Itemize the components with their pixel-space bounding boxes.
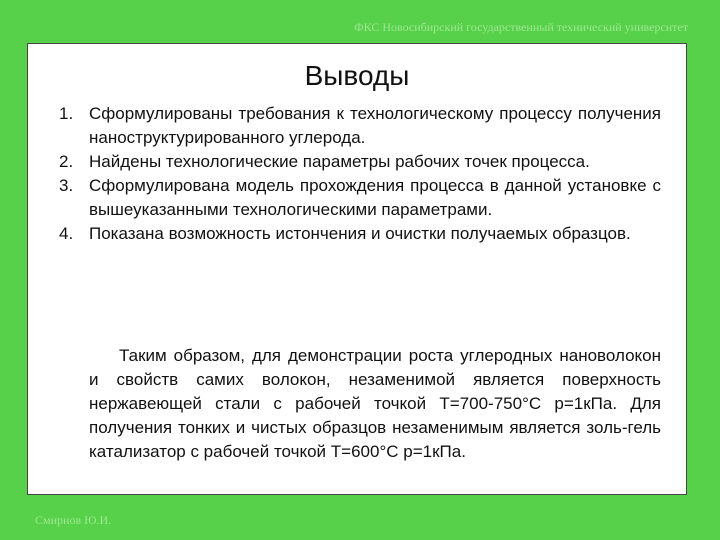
- list-item-text: Показана возможность истончения и очистки получаемых образцов.: [89, 224, 631, 243]
- list-item: [59, 222, 661, 246]
- list-item-text: Сформулирована модель прохождения процесса в данной установке с вышеуказанными технологическими параметрами.: [89, 176, 661, 219]
- slide-title: Выводы: [304, 60, 410, 91]
- header-text: ФКС Новосибирский государственный технический университет: [354, 20, 688, 34]
- list-item-text: Найдены технологические параметры рабочих точек процесса.: [89, 152, 590, 171]
- slide-panel: [27, 43, 687, 495]
- list-item-number: 1.: [59, 104, 74, 123]
- list-item-text: Сформулированы требования к технологическому процессу получения наноструктурированного углерода.: [89, 104, 661, 147]
- footer-author: Смирнов Ю.И.: [35, 513, 112, 527]
- list-item-number: 3.: [59, 176, 74, 195]
- list-item: [59, 174, 661, 222]
- list-item-number: 2.: [59, 152, 74, 171]
- list-item: [59, 102, 661, 150]
- list-item: [59, 150, 661, 174]
- list-item-number: 4.: [59, 224, 74, 243]
- conclusions-list: [59, 102, 661, 246]
- summary-paragraph: Таким образом, для демонстрации роста углеродных нановолокон и свойств самих волокон, незаменимой является поверхность нержавеющей стали с рабочей точкой Т=700-750°С р=1кПа. Для получения тонких и чистых образцов незаменимым является золь-гель катализатор с рабочей точкой Т=600°С р=1кПа.: [89, 346, 661, 461]
